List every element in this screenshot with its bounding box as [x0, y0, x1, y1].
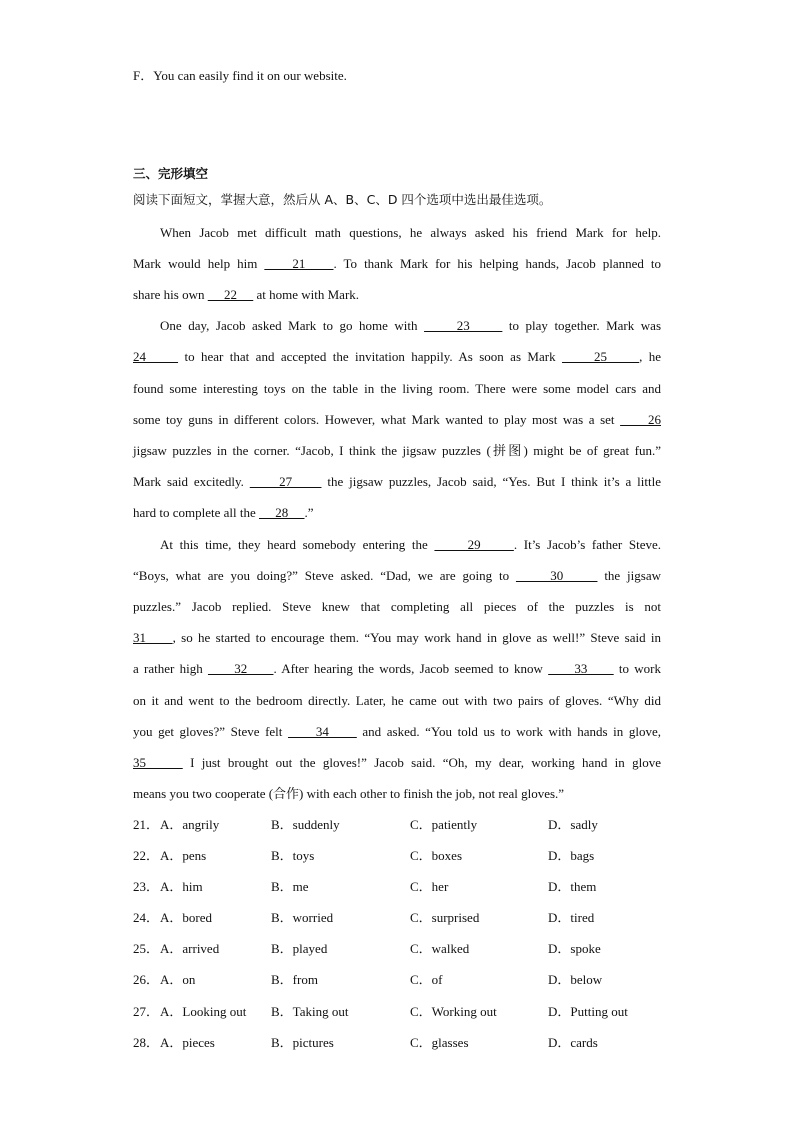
- blank-29: 29: [434, 537, 514, 552]
- option-d[interactable]: D．cards: [548, 1035, 598, 1050]
- blank-32: 32: [207, 661, 274, 676]
- passage-line: 24 to hear that and accepted the invitation happily. As soon as Mark 25 , he: [133, 349, 662, 364]
- passage-line: jigsaw puzzles in the corner. “Jacob, I think the jigsaw puzzles (拼图) might be of great fun.”: [133, 443, 661, 458]
- question-number: 27．: [133, 1004, 160, 1019]
- passage-line: you get gloves?” Steve felt 34 and asked. “You told us to work with hands in glove,: [133, 724, 661, 739]
- option-a[interactable]: A．pieces: [160, 1035, 215, 1050]
- option-c[interactable]: C．glasses: [410, 1035, 469, 1050]
- passage-line: 35 I just brought out the gloves!” Jacob said. “Oh, my dear, working hand in glove: [133, 755, 662, 770]
- passage-line: 31 , so he started to encourage them. “You may work hand in glove as well!” Steve said in: [133, 630, 662, 645]
- option-c[interactable]: C．of: [410, 972, 443, 987]
- passage-line: Mark would help him 21 . To thank Mark for his helping hands, Jacob planned to: [133, 256, 662, 271]
- question-number: 21．: [133, 817, 160, 832]
- option-a[interactable]: A．bored: [160, 910, 212, 925]
- option-a[interactable]: A．arrived: [160, 941, 220, 956]
- option-d[interactable]: D．below: [548, 972, 603, 987]
- option-c[interactable]: C．surprised: [410, 910, 480, 925]
- blank-22: 22: [207, 287, 254, 302]
- passage-line: At this time, they heard somebody entering the 29 . It’s Jacob’s father Steve.: [160, 537, 661, 552]
- option-b[interactable]: B．toys: [271, 848, 315, 863]
- blank-35: 35: [133, 755, 183, 770]
- question-number: 26．: [133, 972, 160, 987]
- section-title: 三、完形填空: [133, 166, 209, 181]
- question-number: 28．: [133, 1035, 160, 1050]
- passage-line: puzzles.” Jacob replied. Steve knew that completing all pieces of the puzzles is not: [133, 599, 661, 614]
- option-b[interactable]: B．from: [271, 972, 318, 987]
- blank-26: 26: [620, 412, 661, 427]
- passage-line: on it and went to the bedroom directly. Later, he came out with two pairs of gloves. “Why did: [133, 693, 661, 708]
- section-instruction: 阅读下面短文，掌握大意，然后从 A、B、C、D 四个选项中选出最佳选项。: [133, 192, 552, 207]
- passage-line: One day, Jacob asked Mark to go home with 23 to play together. Mark was: [160, 318, 662, 333]
- option-b[interactable]: B．me: [271, 879, 309, 894]
- blank-21: 21: [264, 256, 334, 271]
- option-d[interactable]: D．tired: [548, 910, 595, 925]
- option-a[interactable]: A．on: [160, 972, 196, 987]
- passage-line: “Boys, what are you doing?” Steve asked. “Dad, we are going to 30 the jigsaw: [133, 568, 661, 583]
- passage-line: hard to complete all the 28 .”: [133, 505, 314, 520]
- option-b[interactable]: B．suddenly: [271, 817, 340, 832]
- option-a[interactable]: A．him: [160, 879, 203, 894]
- question-number: 23．: [133, 879, 160, 894]
- passage-line: When Jacob met difficult math questions, he always asked his friend Mark for help.: [160, 225, 661, 240]
- option-c[interactable]: C．walked: [410, 941, 470, 956]
- passage-line: means you two cooperate (合作) with each other to finish the job, not real gloves.”: [133, 786, 565, 801]
- option-d[interactable]: D．Putting out: [548, 1004, 628, 1019]
- blank-33: 33: [548, 661, 614, 676]
- blank-24: 24: [133, 349, 179, 364]
- option-c[interactable]: C．patiently: [410, 817, 478, 832]
- question-number: 22．: [133, 848, 160, 863]
- passage-line: share his own 22 at home with Mark.: [133, 287, 360, 302]
- passage-line: some toy guns in different colors. However, what Mark wanted to play most was a set 26: [133, 412, 661, 427]
- option-d[interactable]: D．sadly: [548, 817, 598, 832]
- option-b[interactable]: B．Taking out: [271, 1004, 349, 1019]
- blank-28: 28: [258, 505, 305, 520]
- question-number: 25．: [133, 941, 160, 956]
- blank-34: 34: [287, 724, 357, 739]
- option-b[interactable]: B．pictures: [271, 1035, 334, 1050]
- blank-23: 23: [424, 318, 503, 333]
- option-d[interactable]: D．them: [548, 879, 597, 894]
- blank-31: 31: [133, 630, 173, 645]
- option-b[interactable]: B．worried: [271, 910, 334, 925]
- option-c[interactable]: C．her: [410, 879, 449, 894]
- blank-27: 27: [249, 474, 322, 489]
- option-f-text: F．You can easily find it on our website.: [133, 68, 347, 83]
- blank-25: 25: [561, 349, 640, 364]
- passage-line: found some interesting toys on the table in the living room. There were some model cars and: [133, 381, 661, 396]
- passage-line: a rather high 32 . After hearing the words, Jacob seemed to know 33 to work: [133, 661, 662, 676]
- option-c[interactable]: C．Working out: [410, 1004, 497, 1019]
- blank-30: 30: [515, 568, 598, 583]
- option-a[interactable]: A．Looking out: [160, 1004, 247, 1019]
- option-a[interactable]: A．pens: [160, 848, 207, 863]
- option-d[interactable]: D．spoke: [548, 941, 601, 956]
- passage-line: Mark said excitedly. 27 the jigsaw puzzles, Jacob said, “Yes. But I think it’s a little: [133, 474, 662, 489]
- option-b[interactable]: B．played: [271, 941, 328, 956]
- option-a[interactable]: A．angrily: [160, 817, 220, 832]
- option-d[interactable]: D．bags: [548, 848, 595, 863]
- option-c[interactable]: C．boxes: [410, 848, 463, 863]
- question-number: 24．: [133, 910, 160, 925]
